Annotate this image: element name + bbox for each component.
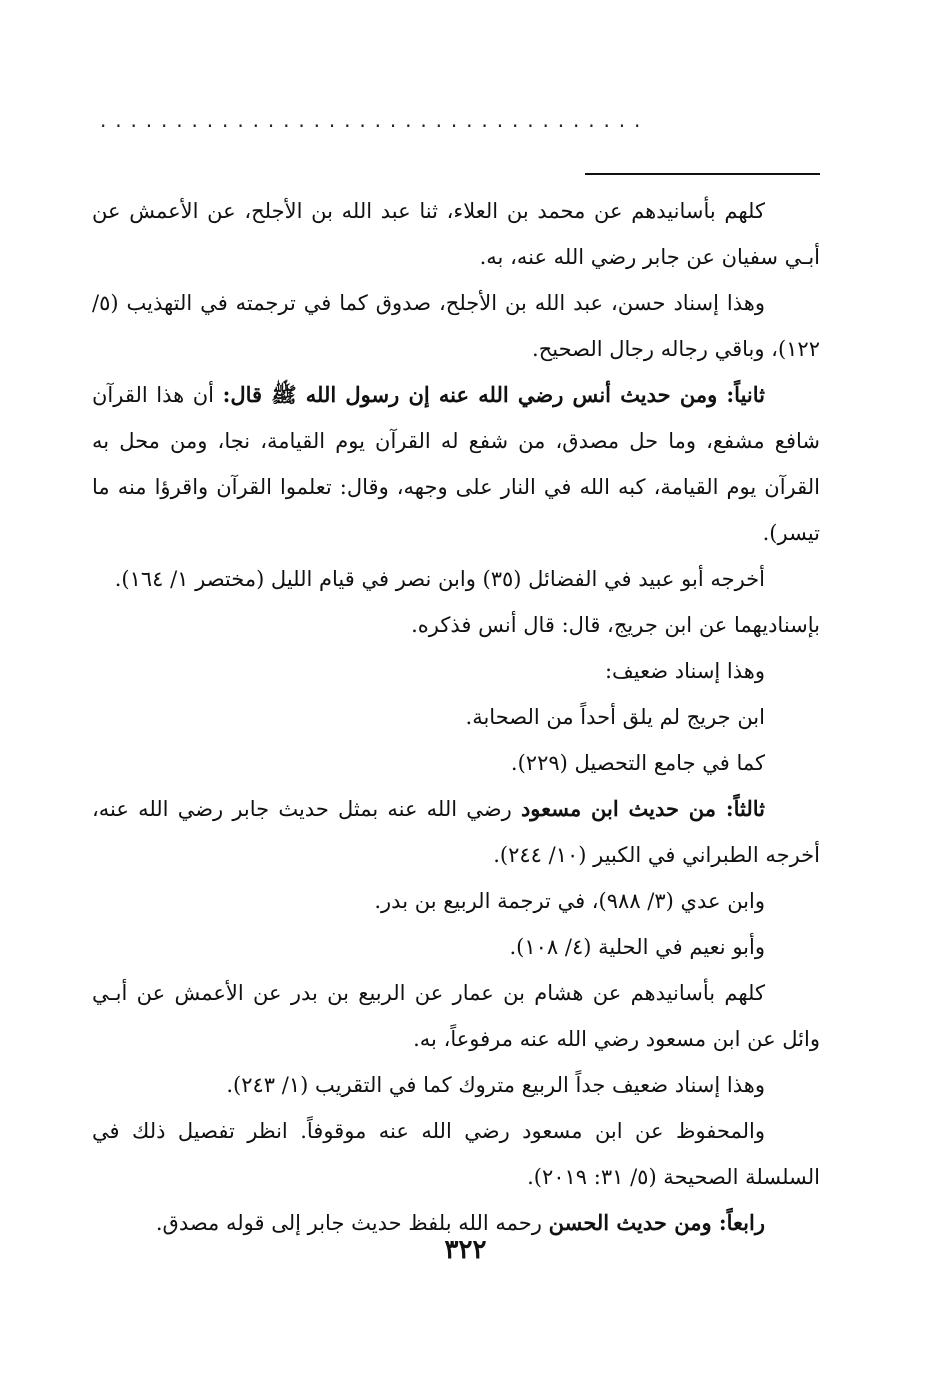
paragraph-text: أن هذا القرآن شافع مشفع، وما حل مصدق، من شفع له القرآن يوم القيامة، نجا، ومن محل به القرآن يوم القيامة، كبه الله في النار على وجهه، وقال: تعلموا القرآن واقرؤا منه ما تيسر). <box>92 383 820 545</box>
paragraph-text: كلهم بأسانيدهم عن محمد بن العلاء، ثنا عبد الله بن الأجلح، عن الأعمش عن أبـي سفيان عن جابر رضي الله عنه، به. <box>92 199 820 269</box>
paragraph-lead: رابعاً: ومن حديث الحسن <box>548 1210 765 1235</box>
paragraph-text: رحمه الله بلفظ حديث جابر إلى قوله مصدق. <box>155 1211 549 1235</box>
paragraph-12 <box>92 970 820 1062</box>
dotted-separator: .................................... <box>100 112 650 128</box>
paragraph-text: وابن عدي (٣/ ٩٨٨)، في ترجمة الربيع بن بدر. <box>374 889 765 913</box>
paragraph-14 <box>92 1108 820 1200</box>
paragraph-4 <box>92 556 820 602</box>
page-number: ٣٢٢ <box>444 1235 487 1265</box>
paragraph-1 <box>92 188 820 280</box>
paragraph-9 <box>92 786 820 878</box>
paragraph-3 <box>92 372 820 556</box>
paragraph-text: أخرجه أبو عبيد في الفضائل (٣٥) وابن نصر في قيام الليل (مختصر ١/ ١٦٤). <box>114 567 765 591</box>
paragraph-text: وهذا إسناد ضعيف جداً الربيع متروك كما في التقريب (١/ ٢٤٣). <box>226 1073 765 1097</box>
paragraph-6 <box>92 648 820 694</box>
paragraph-text: وأبو نعيم في الحلية (٤/ ١٠٨). <box>509 935 765 959</box>
paragraph-text: وهذا إسناد ضعيف: <box>604 659 765 683</box>
paragraph-lead: ثانياً: ومن حديث أنس رضي الله عنه إن رسول الله ﷺ قال: <box>222 382 765 407</box>
paragraph-text: بإسناديهما عن ابن جريج، قال: قال أنس فذكره. <box>411 613 820 637</box>
paragraph-text: وهذا إسناد حسن، عبد الله بن الأجلح، صدوق كما في ترجمته في التهذيب (٥/ ١٢٢)، وباقي رجاله رجال الصحيح. <box>92 291 820 361</box>
paragraph-13 <box>92 1062 820 1108</box>
page-body <box>92 188 820 1246</box>
paragraph-2 <box>92 280 820 372</box>
paragraph-lead: ثالثاً: من حديث ابن مسعود <box>520 796 765 821</box>
paragraph-text: رضي الله عنه بمثل حديث جابر رضي الله عنه، أخرجه الطبراني في الكبير (١٠/ ٢٤٤). <box>92 797 820 867</box>
paragraph-10 <box>92 878 820 924</box>
paragraph-8 <box>92 740 820 786</box>
paragraph-7 <box>92 694 820 740</box>
paragraph-11 <box>92 924 820 970</box>
paragraph-5 <box>92 602 820 648</box>
paragraph-text: كما في جامع التحصيل (٢٢٩). <box>510 751 765 775</box>
paragraph-text: كلهم بأسانيدهم عن هشام بن عمار عن الربيع بن بدر عن الأعمش عن أبـي وائل عن ابن مسعود رضي الله عنه مرفوعاً، به. <box>92 981 820 1051</box>
footnote-rule <box>585 173 820 175</box>
paragraph-text: والمحفوظ عن ابن مسعود رضي الله عنه موقوفاً. انظر تفصيل ذلك في السلسلة الصحيحة (٥/ ٣١: ٢٠١٩). <box>92 1119 820 1189</box>
paragraph-text: ابن جريج لم يلق أحداً من الصحابة. <box>465 705 765 729</box>
